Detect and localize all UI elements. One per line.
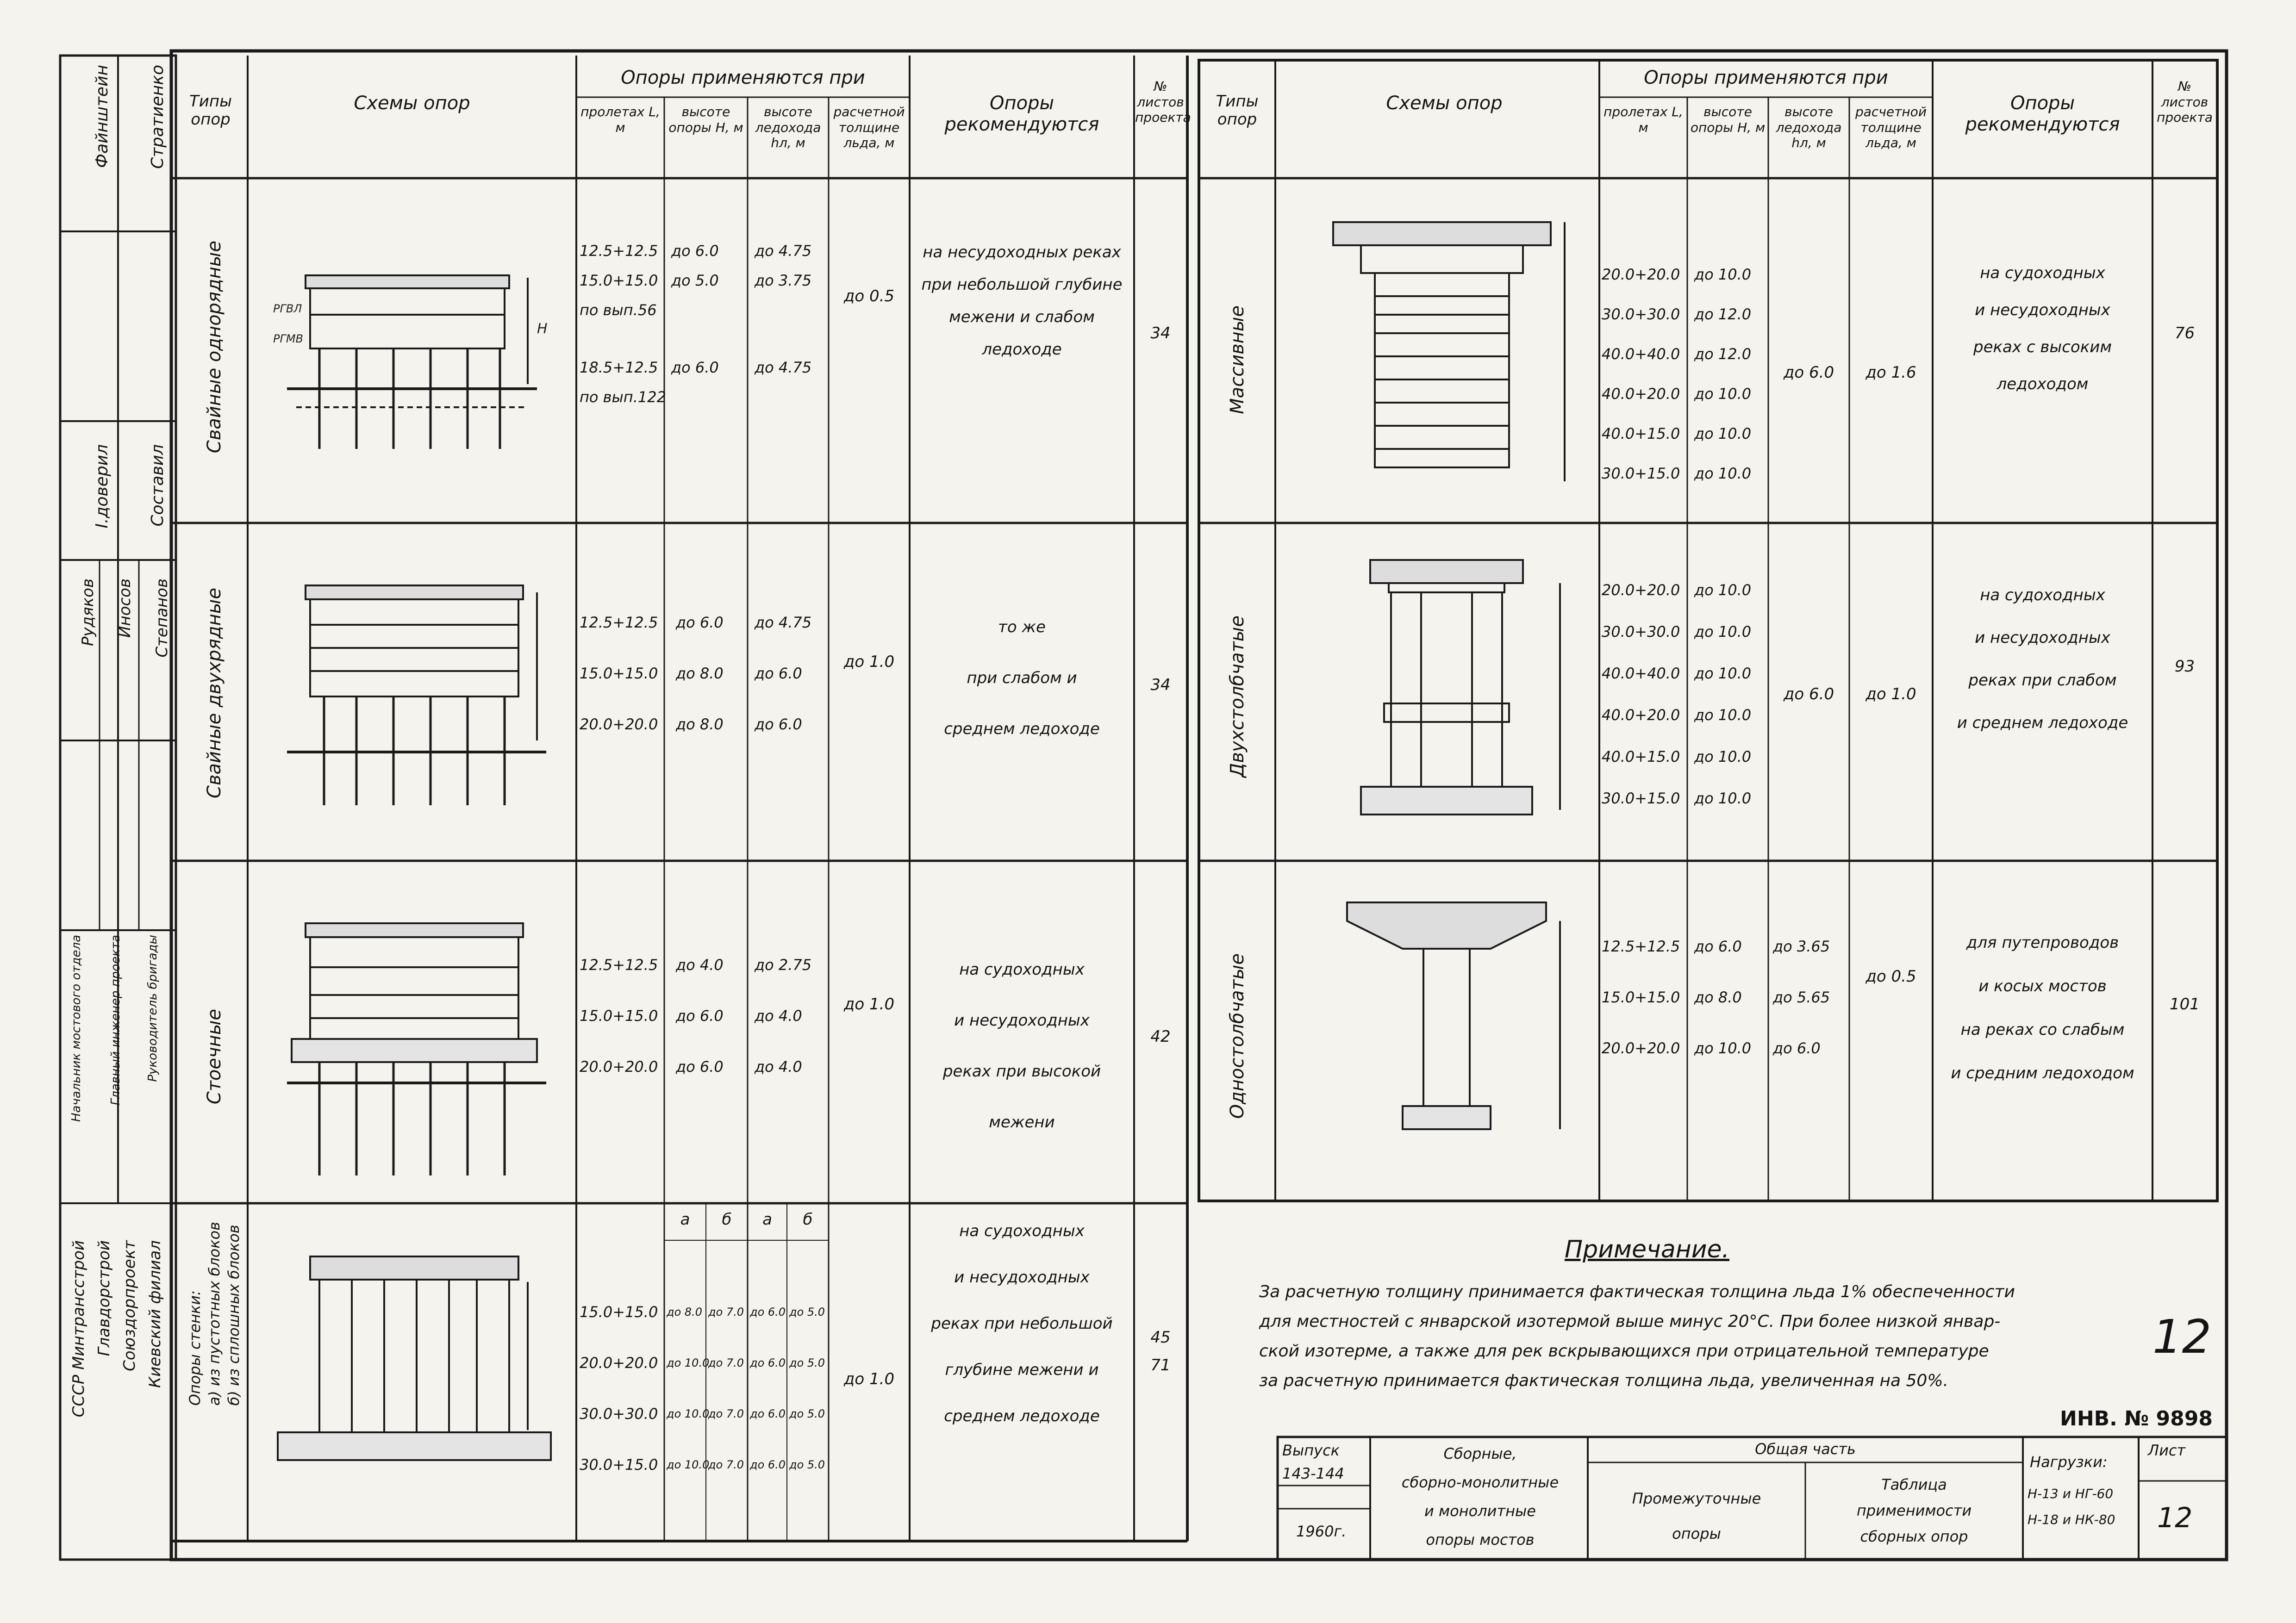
sheet-number-stamp: 12 [2157,1502,2193,1534]
height-values: до 4.0 до 6.0 до 6.0 [676,956,724,1076]
issue-label: Выпуск [1282,1442,1340,1459]
height-values: до 6.0 до 8.0 до 10.0 [1694,938,1752,1057]
page-number: 12 [2152,1310,2212,1364]
col-types: Типы опор [189,92,232,129]
sub-col-b: б [722,1210,732,1229]
sub-col-b: б [803,1210,813,1229]
col-sheets-right: № листов проекта [2157,79,2213,125]
loads-values: Н-13 и НГ-60 Н-18 и НК-80 [2028,1486,2115,1527]
inventory-number: ИНВ. № 9898 [2060,1407,2213,1430]
sidebar-role: Руководитель бригады [146,935,160,1082]
recommendation: на судоходных и несудоходных реках при высокой межени [942,960,1101,1132]
sheet-number: 93 [2174,657,2195,676]
col-schemes-right: Схемы опор [1386,93,1503,114]
ice-thickness: до 1.0 [1866,685,1916,703]
sidebar-role: Главный инженер проекта [109,935,123,1106]
recommendation: на несудоходных реках при небольшой глубине межени и слабом ледоходе [921,243,1123,359]
col-height-right: высоте опоры H, м [1690,104,1766,135]
height-values: до 10.0 до 12.0 до 12.0 до 10.0 до 10.0 до 10.0 [1694,266,1752,482]
row-type: Одностолбчатые [1227,953,1248,1119]
h-label: H [537,321,548,337]
org-line: Киевский филиал [146,1240,164,1388]
ice-level-values: до 4.75 до 6.0 до 6.0 [755,614,812,733]
recommendation: то же при слабом и среднем ледоходе [944,618,1100,738]
col-types-right: Типы опор [1216,92,1259,129]
row-type: Стоечные [204,1009,225,1105]
col-group-right: Опоры применяются при [1644,67,1888,88]
sheet-number: 34 [1150,324,1171,342]
height-b-values: до 7.0 до 7.0 до 7.0 до 7.0 [708,1306,744,1471]
org-line: Главдорстрой [95,1240,113,1356]
scheme-wall-piers [259,1240,565,1518]
sidebar-name: Составил [148,444,167,527]
sheet-number: 42 [1150,1027,1171,1046]
span-values: 12.5+12.5 15.0+15.0 20.0+20.0 [580,956,658,1076]
sidebar-name: Файнштейн [93,65,112,168]
ice-a-values: до 6.0 до 6.0 до 6.0 до 6.0 [750,1306,786,1471]
series-title: Сборные, сборно-монолитные и монолитные опоры мостов [1401,1445,1559,1548]
scheme-pile-single-row [259,231,565,491]
col-ice-thickness-right: расчетной толщине льда, м [1855,104,1927,151]
sidebar-role: Начальник мостового отдела [69,935,83,1122]
section-title: Промежуточные опоры [1632,1490,1761,1542]
recommendation: для путепроводов и косых мостов на реках со слабым и средним ледоходом [1951,933,2134,1082]
ice-level: до 6.0 [1783,363,1834,382]
height-values: до 6.0 до 5.0 до 6.0 [671,242,719,376]
height-values: до 6.0 до 8.0 до 8.0 [676,614,724,733]
ice-level-values: до 3.65 до 5.65 до 6.0 [1773,938,1830,1057]
ice-thickness: до 0.5 [843,287,895,305]
recommendation: на судоходных и несудоходных реках с высоким ледоходом [1973,264,2112,393]
col-schemes: Схемы опор [354,93,470,114]
year: 1960г. [1296,1523,1347,1540]
ice-level-values: до 4.75 до 3.75 до 4.75 [755,242,812,376]
col-recommended: Опоры рекомендуются [944,93,1099,135]
sidebar-name: Стратиенко [148,65,167,169]
sidebar-name: Рудяков [79,578,97,646]
height-a-values: до 8.0 до 10.0 до 10.0 до 10.0 [667,1306,710,1471]
sheet-number: 76 [2174,324,2195,342]
span-values: 20.0+20.0 30.0+30.0 40.0+40.0 40.0+20.0 40.0+15.0 30.0+15.0 [1602,266,1680,482]
col-span: пролетах L, м [580,104,660,135]
scheme-two-column [1292,532,1588,852]
height-values: до 10.0 до 10.0 до 10.0 до 10.0 до 10.0 до 10.0 [1694,581,1752,807]
row-type: Двухстолбчатые [1227,616,1248,777]
col-group: Опоры применяются при [621,67,865,88]
recommendation: на судоходных и несудоходных реках при небольшой глубине межени и среднем ледоходе [931,1222,1113,1425]
row-type: Свайные однорядные [204,241,225,454]
col-ice-level: высоте ледохода hл, м [755,104,821,151]
row-type: Опоры стенки: а) из пустотных блоков б) из сплошных блоков [186,1222,243,1406]
org-line: Союздорпроект [120,1240,139,1372]
ice-thickness: до 0.5 [1866,967,1916,986]
scheme-single-column [1292,875,1588,1189]
issue-number: 143-144 [1282,1465,1344,1482]
span-values: 12.5+12.5 15.0+15.0 по вып.56 18.5+12.5 по вып.122 [580,242,666,406]
rgvl-label: РГВЛ [273,302,302,315]
row-type: Массивные [1227,305,1248,414]
col-ice-thickness: расчетной толщине льда, м [833,104,905,151]
ice-level: до 6.0 [1783,685,1834,703]
ice-level-values: до 2.75 до 4.0 до 4.0 [755,956,812,1076]
col-recommended-right: Опоры рекомендуются [1965,93,2120,135]
sidebar-name: Степанов [153,578,171,658]
ice-thickness: до 1.0 [843,995,895,1014]
sub-col-a: а [680,1210,690,1229]
part-title: Общая часть [1755,1440,1856,1458]
note-body: За расчетную толщину принимается фактическая толщина льда 1% обеспеченности для местностей с январской изотермой выше минус 20°С. При более низкой январ- ской изотерме, а также для рек вскрывающихся при отрицательной температуре за расчетную принимается фактическая толщина льда, увеличенная на 50%. [1259,1282,2015,1390]
loads-label: Нагрузки: [2030,1453,2108,1471]
scheme-pile-double-row [259,565,565,842]
col-height: высоте опоры H, м [668,104,743,135]
sidebar-name: І.доверил [93,444,112,529]
rgmv-label: РГМВ [273,332,304,345]
sheet-number: 45 71 [1150,1328,1171,1374]
sidebar-name: Иносов [116,578,134,638]
span-values: 15.0+15.0 20.0+20.0 30.0+30.0 30.0+15.0 [580,1303,658,1474]
sub-col-a: а [762,1210,772,1229]
ice-thickness: до 1.6 [1866,363,1916,382]
ice-thickness: до 1.0 [843,653,895,671]
recommendation: на судоходных и несудоходных реках при слабом и среднем ледоходе [1957,586,2128,732]
sheet-label: Лист [2148,1442,2186,1459]
sheet-number: 34 [1150,676,1171,694]
span-values: 12.5+12.5 15.0+15.0 20.0+20.0 [1602,938,1680,1057]
ice-b-values: до 5.0 до 5.0 до 5.0 до 5.0 [789,1306,825,1471]
scheme-post-type [259,916,565,1194]
col-ice-level-right: высоте ледохода hл, м [1776,104,1842,151]
col-span-right: пролетах L, м [1603,104,1683,135]
note-title: Примечание. [1565,1236,1730,1263]
ice-thickness: до 1.0 [843,1370,895,1388]
org-line: СССР Минтрансстрой [69,1240,88,1418]
col-sheets: № листов проекта [1135,79,1191,125]
sheet-number: 101 [2170,995,2200,1014]
sheet-title: Таблица применимости сборных опор [1856,1476,1972,1545]
span-values: 12.5+12.5 15.0+15.0 20.0+20.0 [580,614,658,733]
span-values: 20.0+20.0 30.0+30.0 40.0+40.0 40.0+20.0 40.0+15.0 30.0+15.0 [1602,581,1680,807]
scheme-massive [1292,194,1588,509]
row-type: Свайные двухрядные [204,588,225,799]
